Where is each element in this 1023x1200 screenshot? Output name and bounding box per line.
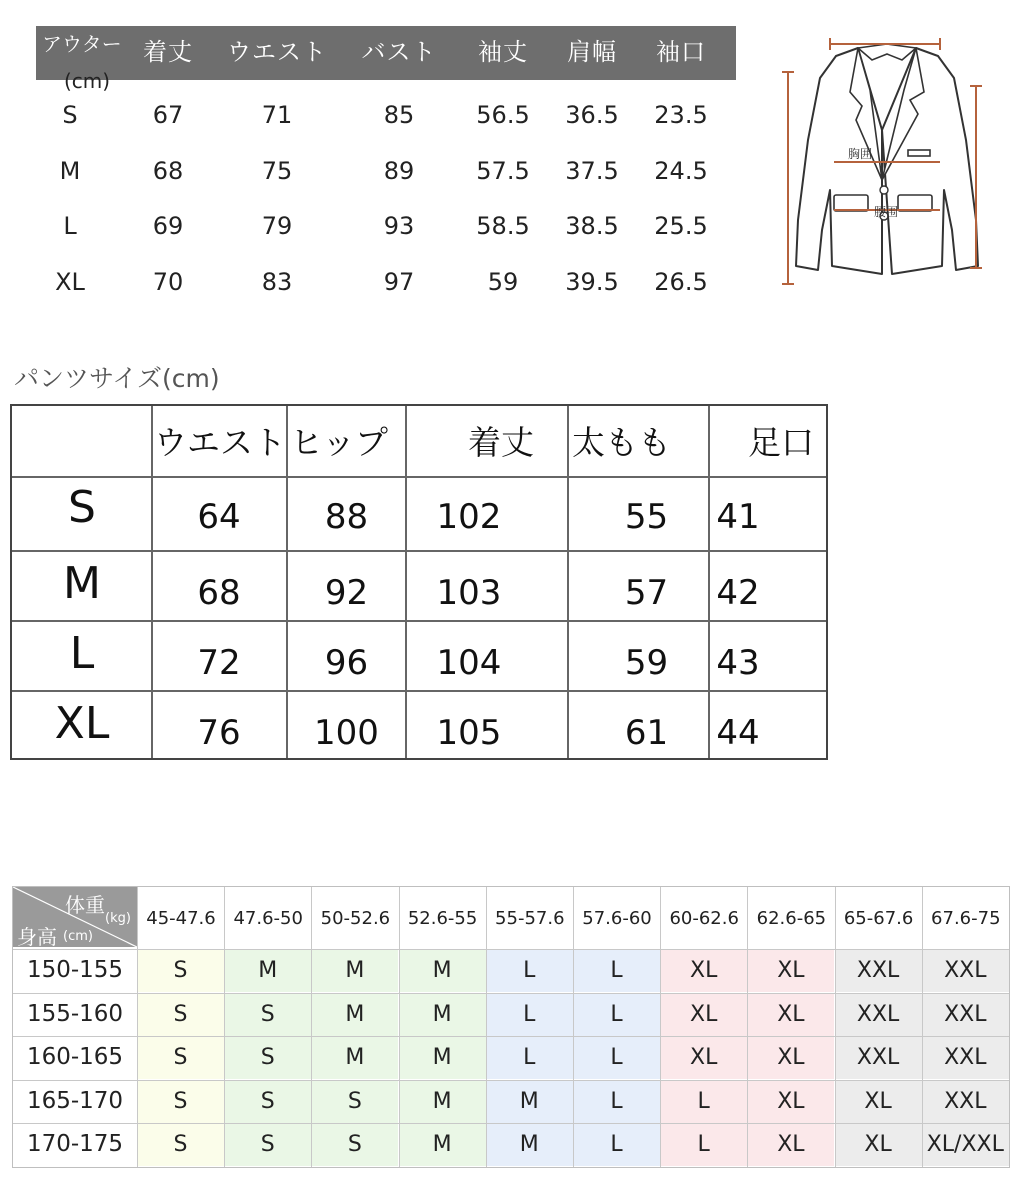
size-cell: S — [137, 1036, 224, 1079]
size-cell: L — [573, 1080, 660, 1123]
size-cell: S — [224, 993, 311, 1036]
size-cell: L — [573, 949, 660, 992]
jacket-header-waist: ウエスト — [227, 38, 327, 66]
size-cell: S — [137, 949, 224, 992]
jacket-header-length: 着丈 — [143, 38, 193, 66]
height-label: 身高 — [17, 925, 57, 949]
size-cell: XXL — [922, 1036, 1009, 1079]
pants-cell: 76 — [197, 713, 241, 753]
pants-size-label: S — [68, 482, 96, 533]
jacket-cell: 25.5 — [654, 212, 708, 240]
size-cell: XL — [747, 993, 834, 1036]
size-cell: XL — [660, 1036, 747, 1079]
pants-cell: 72 — [197, 643, 241, 683]
grid-line — [399, 887, 400, 1167]
jacket-cell: 23.5 — [654, 101, 708, 129]
size-cell: XXL — [922, 949, 1009, 992]
size-cell: M — [311, 993, 398, 1036]
pants-cell: 41 — [716, 497, 760, 537]
size-cell: M — [486, 1080, 573, 1123]
waist-label: 腰围 — [874, 205, 899, 219]
size-cell: XL — [835, 1080, 922, 1123]
jacket-illustration — [770, 30, 1000, 292]
pants-cell: 103 — [436, 573, 502, 613]
size-cell: XXL — [835, 949, 922, 992]
size-cell: L — [486, 993, 573, 1036]
jacket-cell: 89 — [383, 157, 415, 185]
size-cell: S — [224, 1123, 311, 1166]
pants-cell: 43 — [716, 643, 760, 683]
height-range-label: 165-170 — [26, 1087, 124, 1114]
size-cell: M — [311, 1036, 398, 1079]
jacket-cell: 85 — [383, 101, 415, 129]
weight-range-header: 60-62.6 — [669, 908, 739, 929]
height-range-label: 160-165 — [26, 1044, 124, 1071]
size-cell: M — [399, 1123, 486, 1166]
weight-label: 体重 — [65, 893, 105, 917]
pants-cell: 88 — [324, 497, 369, 537]
weight-range-header: 50-52.6 — [320, 908, 391, 929]
grid-line — [137, 887, 138, 1167]
pants-header-thigh: 太もも — [572, 423, 671, 462]
size-cell: L — [660, 1080, 747, 1123]
pants-cell: 42 — [716, 573, 760, 613]
pants-cell: 55 — [624, 497, 669, 537]
weight-range-header: 62.6-65 — [756, 908, 827, 929]
pants-size-label: XL — [54, 698, 110, 749]
size-cell: L — [573, 1036, 660, 1079]
size-cell: M — [311, 949, 398, 992]
jacket-cell: 38.5 — [565, 212, 619, 240]
grid-line — [486, 887, 487, 1167]
size-cell: M — [399, 1036, 486, 1079]
grid-line — [660, 887, 661, 1167]
weight-range-header: 47.6-50 — [233, 908, 303, 929]
height-range-label: 155-160 — [26, 1000, 124, 1027]
height-range-label: 150-155 — [26, 957, 124, 983]
jacket-cell: 58.5 — [476, 212, 530, 240]
grid-line — [13, 949, 1009, 950]
pants-header-hip: ヒップ — [290, 423, 389, 462]
size-cell: XL/XXL — [922, 1123, 1009, 1166]
size-cell: XXL — [922, 1080, 1009, 1123]
size-cell: S — [137, 1123, 224, 1166]
size-cell: S — [224, 1036, 311, 1079]
pants-header-waist: ウエスト — [154, 423, 286, 462]
jacket-header-cuff: 袖口 — [656, 38, 706, 66]
size-cell: M — [399, 993, 486, 1036]
pants-cell: 57 — [624, 573, 669, 613]
pants-cell: 64 — [197, 497, 241, 537]
size-cell: S — [137, 993, 224, 1036]
jacket-cell: 75 — [261, 157, 293, 185]
grid-line — [13, 1123, 1009, 1124]
weight-range-header: 65-67.6 — [843, 908, 914, 929]
grid-line — [13, 1036, 1009, 1037]
size-cell: M — [224, 949, 311, 992]
size-cell: L — [486, 949, 573, 992]
jacket-cell: 79 — [261, 212, 293, 240]
size-cell: S — [137, 1080, 224, 1123]
jacket-size-label: L — [63, 212, 77, 240]
jacket-cell: 36.5 — [565, 101, 619, 129]
grid-line — [13, 993, 1009, 994]
pants-cell: 102 — [436, 497, 502, 537]
size-cell: M — [486, 1123, 573, 1166]
size-cell: S — [224, 1080, 311, 1123]
grid-line — [747, 887, 748, 1167]
size-cell: XL — [747, 1036, 834, 1079]
jacket-cell: 97 — [383, 268, 415, 296]
weight-range-header: 52.6-55 — [407, 908, 478, 929]
size-cell: XL — [747, 1123, 834, 1166]
grid-line — [13, 1080, 1009, 1081]
pants-cell: 61 — [624, 713, 669, 753]
size-cell: L — [486, 1036, 573, 1079]
size-cell: XL — [747, 949, 834, 992]
pants-size-label: L — [69, 628, 95, 679]
size-cell: XXL — [922, 993, 1009, 1036]
jacket-cell: 71 — [261, 101, 293, 129]
weight-range-header: 45-47.6 — [146, 908, 216, 929]
jacket-corner-label: アウター — [42, 32, 122, 56]
jacket-cell: 37.5 — [565, 157, 619, 185]
size-cell: XXL — [835, 993, 922, 1036]
size-cell: M — [399, 1080, 486, 1123]
pants-cell: 96 — [324, 643, 369, 683]
size-cell: M — [399, 949, 486, 992]
pants-cell: 100 — [314, 713, 379, 753]
grid-line — [573, 887, 574, 1167]
chest-label: 胸囲 — [848, 147, 873, 161]
grid-line — [835, 887, 836, 1167]
height-unit: (cm) — [63, 929, 93, 944]
jacket-cell: 68 — [152, 157, 184, 185]
pants-cell: 105 — [436, 713, 502, 753]
pants-header-hem: 足口 — [748, 423, 814, 462]
pants-cell: 104 — [436, 643, 502, 683]
weight-range-header: 67.6-75 — [931, 908, 1001, 929]
size-cell: L — [660, 1123, 747, 1166]
jacket-cell: 24.5 — [654, 157, 708, 185]
grid-line — [224, 887, 225, 1167]
jacket-cell: 69 — [152, 212, 184, 240]
pants-cell: 92 — [324, 573, 369, 613]
jacket-header-bust: バスト — [361, 38, 437, 66]
pants-size-label: M — [63, 558, 101, 609]
weight-range-header: 57.6-60 — [582, 908, 652, 929]
pants-size-title: パンツサイズ(cm) — [14, 364, 220, 393]
jacket-cell: 59 — [487, 268, 519, 296]
jacket-header-sleeve: 袖丈 — [478, 38, 528, 66]
size-cell: XXL — [835, 1036, 922, 1079]
jacket-cell: 39.5 — [565, 268, 619, 296]
jacket-size-label: XL — [55, 268, 85, 296]
jacket-cell: 57.5 — [476, 157, 530, 185]
size-cell: L — [573, 1123, 660, 1166]
size-cell: XL — [747, 1080, 834, 1123]
jacket-cell: 70 — [152, 268, 184, 296]
pants-cell: 68 — [197, 573, 241, 613]
weight-unit: (kg) — [105, 911, 131, 926]
weight-range-header: 55-57.6 — [495, 908, 565, 929]
weight-height-size-chart — [12, 886, 1010, 1168]
jacket-unit-label: (cm) — [64, 69, 111, 93]
pants-cell: 44 — [716, 713, 760, 753]
jacket-cell: 26.5 — [654, 268, 708, 296]
grid-line — [922, 887, 923, 1167]
size-cell: XL — [660, 949, 747, 992]
size-cell: XL — [660, 993, 747, 1036]
jacket-header-shoulder: 肩幅 — [567, 38, 617, 66]
pants-cell: 59 — [624, 643, 669, 683]
jacket-cell: 67 — [152, 101, 184, 129]
jacket-cell: 83 — [261, 268, 293, 296]
jacket-cell: 56.5 — [476, 101, 530, 129]
size-cell: S — [311, 1080, 398, 1123]
jacket-size-label: M — [59, 157, 81, 185]
size-cell: L — [573, 993, 660, 1036]
size-cell: XL — [835, 1123, 922, 1166]
jacket-size-label: S — [62, 101, 78, 129]
grid-line — [311, 887, 312, 1167]
jacket-cell: 93 — [383, 212, 415, 240]
size-cell: S — [311, 1123, 398, 1166]
pants-size-table — [10, 404, 828, 760]
height-range-label: 170-175 — [26, 1131, 124, 1158]
pants-header-length: 着丈 — [468, 423, 534, 462]
